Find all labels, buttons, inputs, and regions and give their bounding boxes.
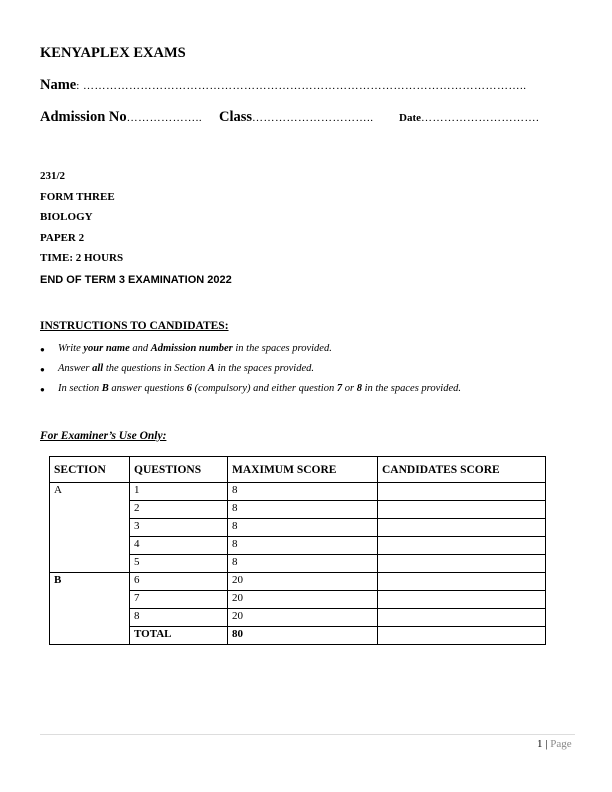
candidate-score-cell[interactable] [378,483,546,501]
admission-label: Admission No [40,109,127,125]
page-label: Page [550,738,572,750]
bullet-icon: ● [40,385,45,394]
max-score-cell: 8 [228,555,378,573]
page-number: 1 [537,738,543,750]
instruction-item [40,343,332,354]
school-title: KENYAPLEX EXAMS [40,45,186,61]
instruction-text: 6 [186,383,192,394]
admission-dots: ……………….. [126,112,203,124]
question-cell: 4 [130,537,228,555]
candidate-score-cell[interactable] [378,537,546,555]
name-field[interactable] [40,77,527,94]
table-row [50,483,546,501]
instruction-text: in the spaces provided. [232,343,332,354]
instruction-text: Write [58,343,84,354]
form-level: FORM THREE [40,191,115,203]
exam-time: TIME: 2 HOURS [40,252,124,264]
date-label: Date [399,112,421,124]
instruction-text: 7 [336,383,343,394]
question-cell: 3 [130,519,228,537]
page-footer [537,738,572,750]
bullet-icon: ● [40,365,45,374]
admission-field[interactable] [40,109,202,126]
instruction-text: A [207,363,215,374]
max-score-cell: 8 [228,537,378,555]
instruction-text: in the spaces provided. [214,363,314,374]
table-row [50,573,546,591]
max-score-cell: 8 [228,519,378,537]
question-cell: TOTAL [130,627,228,645]
candidate-score-cell[interactable] [378,555,546,573]
column-header: MAXIMUM SCORE [228,457,378,483]
max-score-cell: 80 [228,627,378,645]
instruction-text: in the spaces provided. [361,383,461,394]
paper-code: 231/2 [40,170,66,182]
class-label: Class [219,109,253,125]
max-score-cell: 20 [228,573,378,591]
instruction-text: the questions in Section [103,363,208,374]
question-cell: 5 [130,555,228,573]
footer-divider [40,734,575,735]
column-header: SECTION [50,457,130,483]
name-label: Name [40,77,77,93]
question-cell: 1 [130,483,228,501]
paper-number: PAPER 2 [40,232,85,244]
instruction-text: all [92,363,104,374]
instruction-text: 8 [356,383,362,394]
instruction-item [40,383,461,394]
candidate-score-cell[interactable] [378,609,546,627]
instruction-text: answer questions [108,383,187,394]
question-cell: 6 [130,573,228,591]
section-cell: A [50,483,130,573]
table-header-row [50,457,546,483]
bullet-icon: ● [40,345,45,354]
column-header: QUESTIONS [130,457,228,483]
date-dots: …………………………. [421,112,540,124]
column-header: CANDIDATES SCORE [378,457,546,483]
instruction-text: In section [58,383,102,394]
instruction-text: or [342,383,357,394]
instruction-text: (compulsory) and either question [191,383,337,394]
class-field[interactable] [219,109,374,126]
examiner-heading: For Examiner’s Use Only: [40,430,167,442]
instruction-text: Answer [58,363,93,374]
page-separator: | [542,738,551,750]
max-score-cell: 20 [228,609,378,627]
candidate-score-cell[interactable] [378,591,546,609]
instruction-item [40,363,314,374]
class-dots: ………………………….. [252,112,374,124]
date-field[interactable] [399,112,539,124]
candidate-score-cell[interactable] [378,573,546,591]
score-table [49,456,546,645]
candidate-score-cell[interactable] [378,519,546,537]
section-cell: B [50,573,130,645]
subject: BIOLOGY [40,211,93,223]
name-dots: : …………………………………………………………………………………………………….. [76,80,527,92]
question-cell: 7 [130,591,228,609]
max-score-cell: 20 [228,591,378,609]
question-cell: 8 [130,609,228,627]
candidate-score-cell[interactable] [378,501,546,519]
instruction-text: B [101,383,109,394]
instructions-heading: INSTRUCTIONS TO CANDIDATES: [40,320,229,332]
instruction-text: Admission number [150,343,233,354]
max-score-cell: 8 [228,483,378,501]
exam-title: END OF TERM 3 EXAMINATION 2022 [40,274,232,286]
max-score-cell: 8 [228,501,378,519]
instruction-text: your name [83,343,130,354]
candidate-score-cell[interactable] [378,627,546,645]
instruction-text: and [129,343,151,354]
question-cell: 2 [130,501,228,519]
